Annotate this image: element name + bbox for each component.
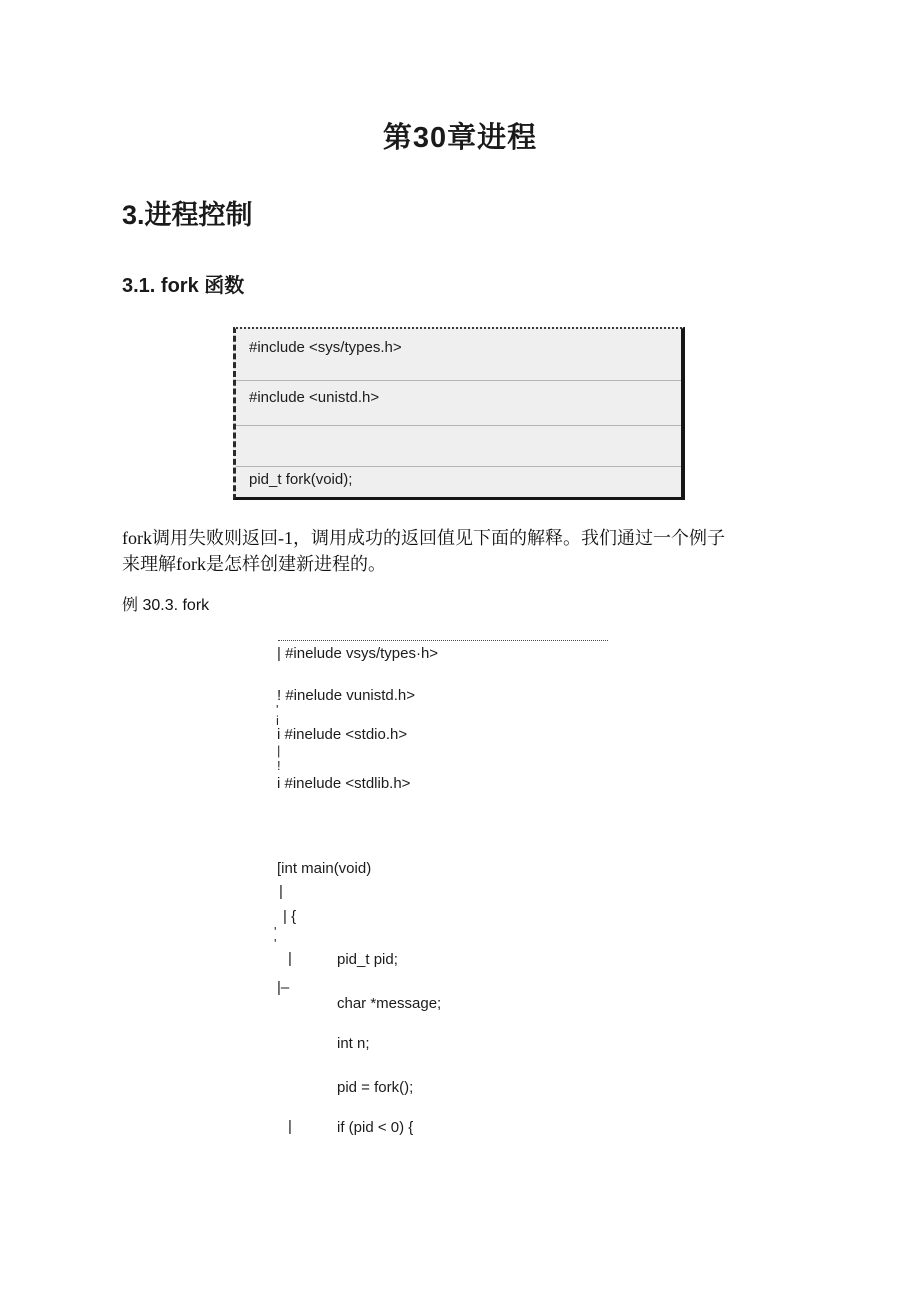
code-line: pid = fork();	[337, 1079, 414, 1096]
scan-artifact-mark: i	[276, 713, 279, 728]
listing-gutter-mark: |	[288, 950, 292, 967]
listing-gutter-mark: |	[288, 1118, 292, 1135]
code-line: ! #inelude vunistd.h>	[277, 687, 416, 704]
example-caption: 例 30.3. fork	[122, 597, 210, 614]
scan-artifact-mark: !	[277, 758, 281, 773]
section-heading: 3.进程控制	[122, 200, 253, 230]
code-line: i #inelude <stdlib.h>	[277, 775, 411, 792]
scan-artifact-mark: |	[277, 743, 281, 758]
body-paragraph-line: 来理解fork是怎样创建新进程的。	[122, 554, 386, 574]
body-paragraph-line: fork调用失败则返回-1，调用成功的返回值见下面的解释。我们通过一个例子	[122, 528, 725, 548]
code-line: |	[279, 883, 283, 900]
code-line: [int main(void)	[277, 860, 372, 877]
synopsis-row: #include <sys/types.h>	[249, 339, 402, 356]
scan-artifact-mark: '	[276, 702, 279, 717]
chapter-title: 第30章进程	[382, 122, 538, 154]
function-synopsis-box	[233, 327, 685, 500]
subsection-heading: 3.1. fork 函数	[122, 275, 245, 297]
listing-top-dotted-rule	[278, 640, 608, 641]
code-line: if (pid < 0) {	[337, 1119, 414, 1136]
code-line: char *message;	[337, 995, 442, 1012]
code-line: | {	[283, 908, 297, 925]
code-line: | #inelude vsys/types·h>	[277, 645, 439, 662]
code-line: pid_t pid;	[337, 951, 398, 968]
synopsis-row: #include <unistd.h>	[236, 380, 681, 425]
code-line: |–	[277, 979, 290, 996]
scan-artifact-mark: '	[274, 936, 277, 951]
code-line: int n;	[337, 1035, 370, 1052]
synopsis-row: pid_t fork(void);	[236, 466, 681, 497]
code-line: i #inelude <stdio.h>	[277, 726, 408, 743]
synopsis-row	[236, 425, 681, 466]
scan-artifact-mark: '	[274, 924, 277, 939]
